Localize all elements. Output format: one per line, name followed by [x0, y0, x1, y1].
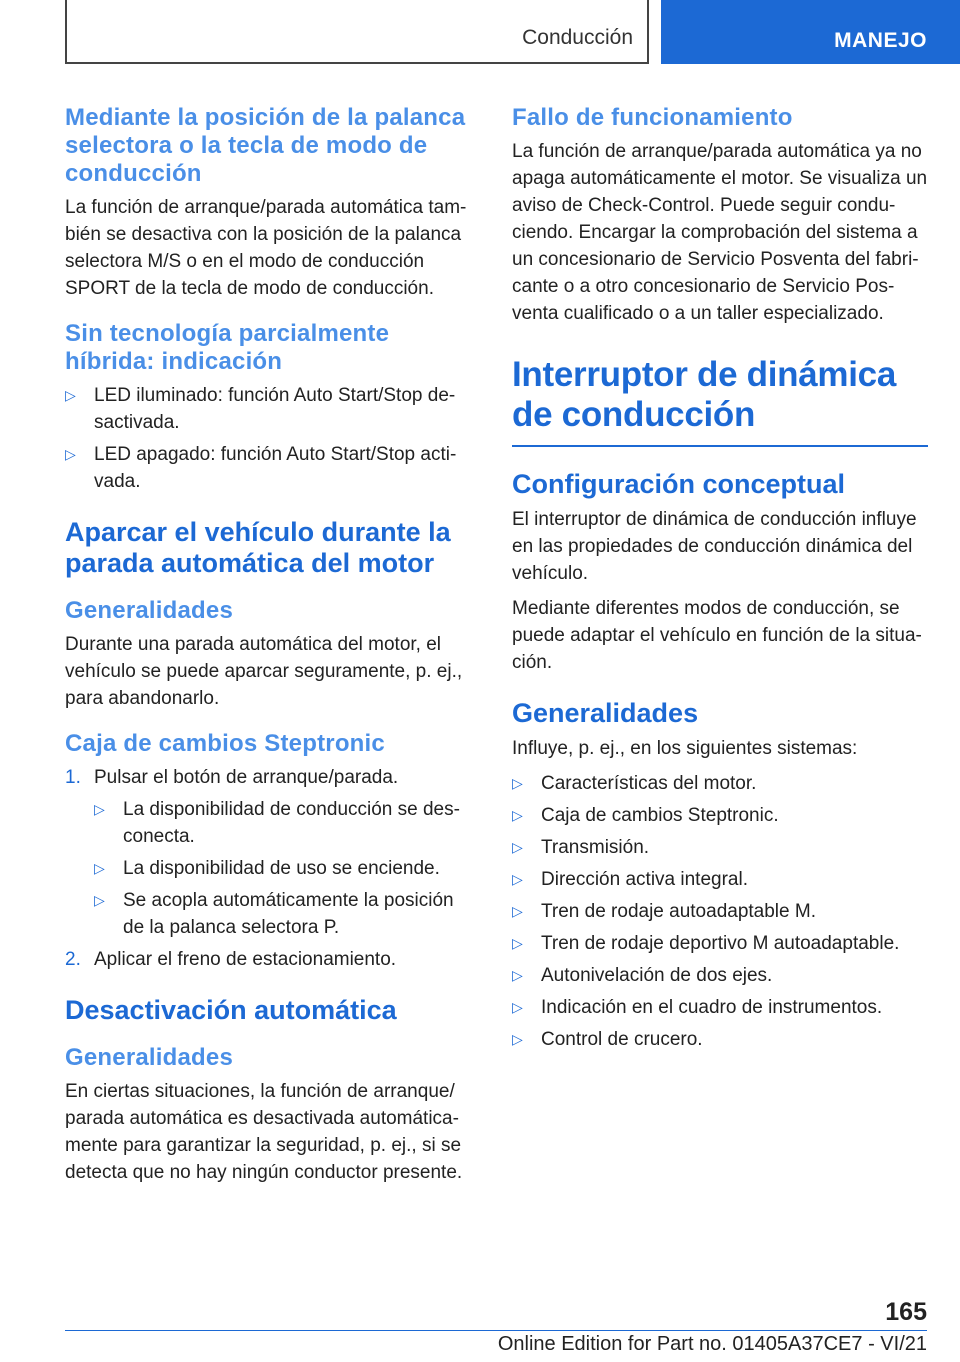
bullet-triangle-icon: ▷ — [512, 1031, 523, 1047]
list-item: ▷ Tren de rodaje deportivo M autoadaptable. — [512, 930, 928, 957]
heading-general-2: Generalidades — [65, 1044, 234, 1071]
paragraph-general-2: En ciertas situaciones, la función de arranque/ parada automática es desactivada automática-mente para garantizar la seguridad, p. ej., si se detecta que no hay ningún conductor presente. — [65, 1081, 463, 1183]
list-item: ▷ Autonivelación de dos ejes. — [512, 962, 928, 989]
systems-list — [512, 770, 928, 1053]
header-chapter-label: MANEJO — [834, 29, 927, 52]
heading-selector-lever: Mediante la posición de la palanca selectora o la tecla de modo de conducción — [65, 104, 466, 187]
header-section-box — [65, 0, 649, 64]
paragraph-general-3: Influye, p. ej., en los siguientes sistemas: — [512, 738, 858, 759]
bullet-triangle-icon: ▷ — [512, 935, 523, 951]
paragraph-concept-2: Mediante diferentes modos de conducción, se puede adaptar el vehículo en función de la situa-ción. — [512, 598, 922, 673]
bullet-triangle-icon: ▷ — [94, 860, 105, 876]
heading-steptronic: Caja de cambios Steptronic — [65, 730, 385, 757]
heading-concept: Configuración conceptual — [512, 469, 846, 499]
edition-text: Online Edition for Part no. 01405A37CE7 - VI/21 — [497, 1333, 927, 1355]
hybrid-indication-list — [65, 382, 477, 495]
step-text: Aplicar el freno de estacionamiento. — [94, 949, 397, 970]
list-item: ▷ Caja de cambios Steptronic. — [512, 802, 928, 829]
step-item — [65, 764, 477, 941]
list-item: ▷ La disponibilidad de uso se enciende. — [94, 855, 477, 882]
bullet-triangle-icon: ▷ — [512, 775, 523, 791]
step-number: 2. — [65, 949, 81, 970]
bullet-triangle-icon: ▷ — [512, 871, 523, 887]
step-item — [65, 946, 477, 973]
heading-fault: Fallo de funcionamiento — [512, 104, 793, 131]
list-item: ▷ La disponibilidad de conducción se des-conecta. — [94, 796, 477, 850]
right-column — [512, 104, 928, 1061]
heading-general-3: Generalidades — [512, 698, 699, 728]
heading-driving-dynamics-switch: Interruptor de dinámica de conducción — [512, 355, 928, 447]
bullet-triangle-icon: ▷ — [512, 903, 523, 919]
footer-divider — [65, 1330, 927, 1331]
step-text: Pulsar el botón de arranque/parada. — [94, 767, 399, 788]
heading-general-1: Generalidades — [65, 597, 234, 624]
header-chapter-tab[interactable] — [661, 0, 960, 64]
step-number: 1. — [65, 767, 81, 788]
bullet-triangle-icon: ▷ — [512, 967, 523, 983]
bullet-triangle-icon: ▷ — [94, 801, 105, 817]
bullet-triangle-icon: ▷ — [65, 387, 76, 403]
bullet-triangle-icon: ▷ — [94, 892, 105, 908]
left-column — [65, 104, 477, 1194]
list-item: ▷ Características del motor. — [512, 770, 928, 797]
bullet-triangle-icon: ▷ — [65, 446, 76, 462]
page-header — [0, 0, 960, 66]
header-section-title: Conducción — [522, 26, 633, 49]
paragraph-concept-1: El interruptor de dinámica de conducción influye en las propiedades de conducción dinámica del vehículo. — [512, 509, 917, 584]
page-number: 165 — [885, 1298, 927, 1326]
list-item: ▷ Se acopla automáticamente la posición de la palanca selectora P. — [94, 887, 477, 941]
heading-park-vehicle: Aparcar el vehículo durante la parada automática del motor — [65, 517, 451, 578]
list-item: ▷ LED iluminado: función Auto Start/Stop de-sactivada. — [65, 382, 477, 436]
steptronic-steps — [65, 764, 477, 973]
paragraph-fault: La función de arranque/parada automática ya no apaga automáticamente el motor. Se visualiza un aviso de Check-Control. Puede seguir condu-ciendo. Encargar la comprobación del sistema a un concesionario de Servicio Posventa del fabri-cante o a otro concesionario de Servicio Pos-venta cualificado o a un taller especializado. — [512, 141, 928, 324]
list-item: ▷ Dirección activa integral. — [512, 866, 928, 893]
bullet-triangle-icon: ▷ — [512, 807, 523, 823]
edition-footer — [0, 1333, 927, 1356]
heading-auto-deactivation: Desactivación automática — [65, 995, 397, 1025]
step-sub-list — [94, 796, 477, 941]
paragraph-selector-lever: La función de arranque/parada automática tam-bién se desactiva con la posición de la palanca selectora M/S o en el modo de conducción SPORT de la tecla de modo de conducción. — [65, 197, 467, 299]
paragraph-general-1: Durante una parada automática del motor, el vehículo se puede aparcar seguramente, p. ej., para abandonarlo. — [65, 634, 463, 709]
list-item: ▷ Control de crucero. — [512, 1026, 928, 1053]
bullet-triangle-icon: ▷ — [512, 999, 523, 1015]
list-item: ▷ LED apagado: función Auto Start/Stop acti-vada. — [65, 441, 477, 495]
bullet-triangle-icon: ▷ — [512, 839, 523, 855]
heading-hybrid-indication: Sin tecnología parcialmente híbrida: indicación — [65, 320, 390, 375]
list-item: ▷ Transmisión. — [512, 834, 928, 861]
list-item: ▷ Indicación en el cuadro de instrumentos. — [512, 994, 928, 1021]
list-item: ▷ Tren de rodaje autoadaptable M. — [512, 898, 928, 925]
